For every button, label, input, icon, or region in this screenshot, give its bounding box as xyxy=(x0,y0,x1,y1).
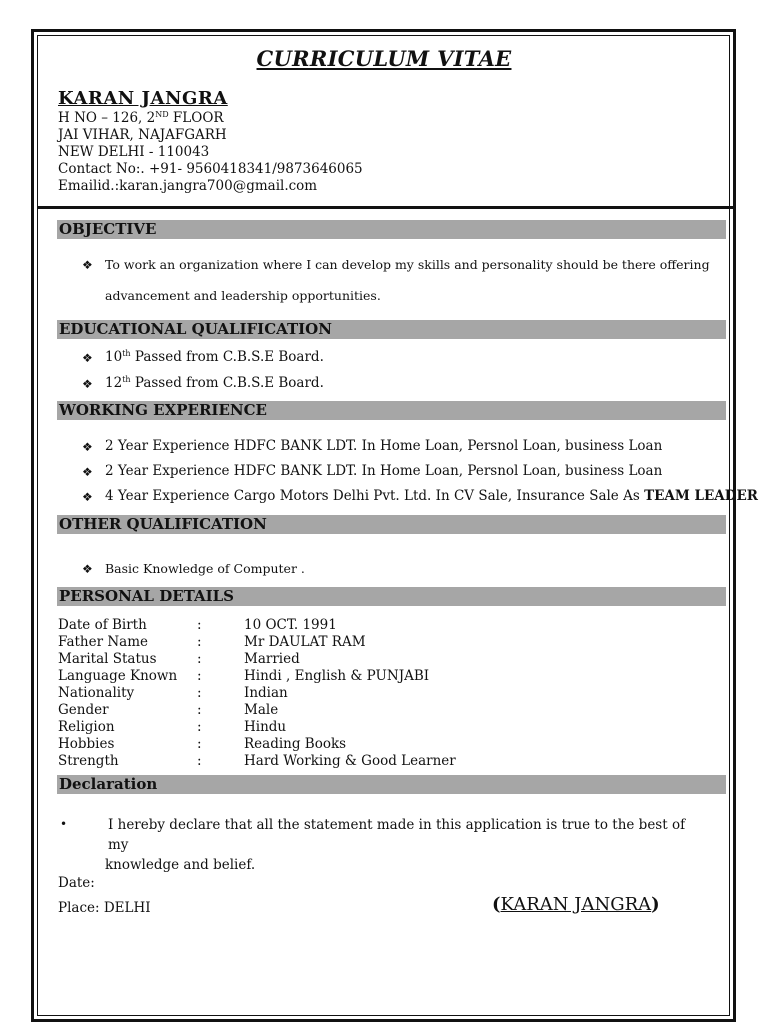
section-experience xyxy=(57,401,726,420)
address-line-3: NEW DELHI - 110043 xyxy=(58,144,210,160)
other-qualification-item: Basic Knowledge of Computer . xyxy=(105,561,305,576)
objective-line-2: advancement and leadership opportunities. xyxy=(105,288,381,303)
personal-label: Language Known xyxy=(58,668,178,684)
personal-value: 10 OCT. 1991 xyxy=(244,617,337,633)
personal-label: Father Name xyxy=(58,634,149,650)
document-title: CURRICULUM VITAE xyxy=(256,46,512,71)
personal-colon: : xyxy=(197,668,202,684)
address-line-2: JAI VIHAR, NAJAFGARH xyxy=(58,127,227,143)
header-divider xyxy=(37,206,736,209)
personal-colon: : xyxy=(197,685,202,701)
declaration-text: I hereby declare that all the statement made in this application is true to the best of my knowledge and belief. xyxy=(105,817,686,873)
section-heading: Declaration xyxy=(59,775,158,793)
section-heading: OTHER QUALIFICATION xyxy=(59,515,267,533)
personal-colon: : xyxy=(197,702,202,718)
email-address: Emailid.:karan.jangra700@gmail.com xyxy=(58,178,318,194)
round-bullet-icon: • xyxy=(60,817,68,831)
address-line-1: H NO – 126, 2ND FLOOR xyxy=(58,110,224,126)
personal-colon: : xyxy=(197,617,202,633)
personal-colon: : xyxy=(197,736,202,752)
section-heading: PERSONAL DETAILS xyxy=(59,587,235,605)
personal-value: Indian xyxy=(244,685,288,701)
signature-name: (KARAN JANGRA) xyxy=(492,894,660,915)
personal-label: Hobbies xyxy=(58,736,115,752)
section-personal-details xyxy=(57,587,726,606)
experience-item: 2 Year Experience HDFC BANK LDT. In Home Loan, Persnol Loan, business Loan xyxy=(105,438,663,454)
section-declaration xyxy=(57,775,726,794)
personal-label: Nationality xyxy=(58,685,135,701)
personal-value: Married xyxy=(244,651,300,667)
section-other-qualification xyxy=(57,515,726,534)
section-objective xyxy=(57,220,726,239)
diamond-bullet-icon: ❖ xyxy=(82,562,93,576)
section-heading: OBJECTIVE xyxy=(59,220,157,238)
personal-value: Hindi , English & PUNJABI xyxy=(244,668,430,684)
personal-value: Hindu xyxy=(244,719,287,735)
education-item: 12th Passed from C.B.S.E Board. xyxy=(105,375,324,391)
personal-label: Strength xyxy=(58,753,119,769)
experience-item: 4 Year Experience Cargo Motors Delhi Pvt. Ltd. In CV Sale, Insurance Sale As TEAM LEADER xyxy=(105,488,758,504)
objective-line-1: To work an organization where I can develop my skills and personality should be there offering xyxy=(105,257,710,272)
candidate-name: KARAN JANGRA xyxy=(58,88,228,109)
experience-item: 2 Year Experience HDFC BANK LDT. In Home Loan, Persnol Loan, business Loan xyxy=(105,463,663,479)
diamond-bullet-icon: ❖ xyxy=(82,258,93,272)
education-item: 10th Passed from C.B.S.E Board. xyxy=(105,349,324,365)
personal-colon: : xyxy=(197,651,202,667)
contact-number: Contact No:. +91- 9560418341/9873646065 xyxy=(58,161,363,177)
personal-label: Marital Status xyxy=(58,651,157,667)
personal-colon: : xyxy=(197,753,202,769)
place-label: Place: DELHI xyxy=(58,900,151,916)
personal-colon: : xyxy=(197,634,202,650)
diamond-bullet-icon: ❖ xyxy=(82,490,93,504)
section-heading: WORKING EXPERIENCE xyxy=(59,401,267,419)
date-label: Date: xyxy=(58,875,95,891)
personal-value: Mr DAULAT RAM xyxy=(244,634,366,650)
personal-label: Date of Birth xyxy=(58,617,147,633)
diamond-bullet-icon: ❖ xyxy=(82,440,93,454)
personal-value: Male xyxy=(244,702,279,718)
diamond-bullet-icon: ❖ xyxy=(82,351,93,365)
personal-value: Hard Working & Good Learner xyxy=(244,753,456,769)
personal-colon: : xyxy=(197,719,202,735)
personal-label: Religion xyxy=(58,719,115,735)
personal-label: Gender xyxy=(58,702,109,718)
section-education xyxy=(57,320,726,339)
diamond-bullet-icon: ❖ xyxy=(82,465,93,479)
section-heading: EDUCATIONAL QUALIFICATION xyxy=(59,320,332,338)
personal-value: Reading Books xyxy=(244,736,347,752)
diamond-bullet-icon: ❖ xyxy=(82,377,93,391)
